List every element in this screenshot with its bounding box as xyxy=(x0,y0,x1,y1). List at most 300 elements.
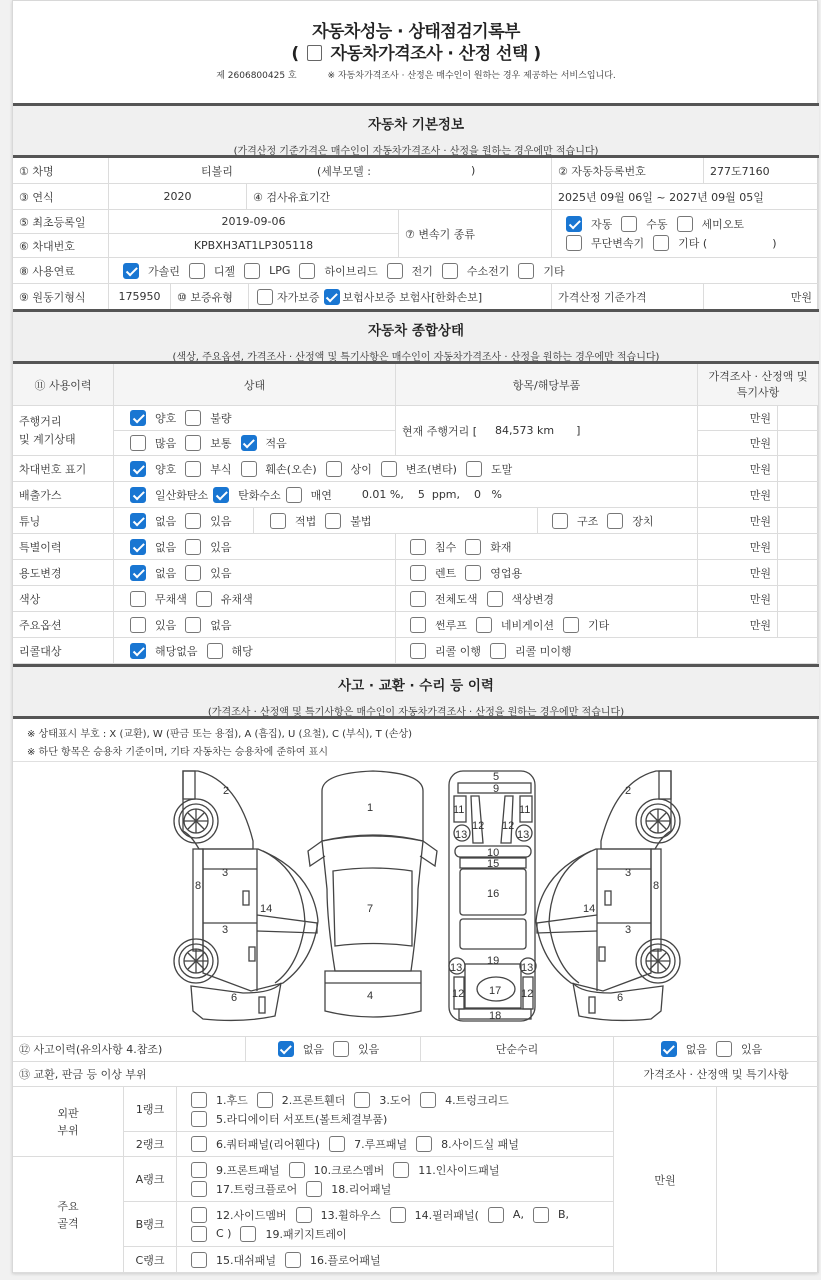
rank-b-label: B랭크 xyxy=(124,1202,177,1247)
tuning-label: 튜닝 xyxy=(13,508,114,534)
price-unit: 만원 xyxy=(698,612,778,638)
svg-text:3: 3 xyxy=(625,924,632,936)
simple-repair-label: 단순수리 xyxy=(421,1037,614,1062)
checkbox-icon[interactable] xyxy=(207,643,223,659)
part-package-tray[interactable]: 19.패키지트레이 xyxy=(240,1226,346,1242)
checkbox-checked-icon[interactable] xyxy=(130,643,146,659)
special-history-yes[interactable]: 있음 xyxy=(185,539,231,555)
special-history-status xyxy=(114,534,396,560)
checkbox-icon[interactable] xyxy=(442,263,458,279)
car-diagram xyxy=(13,761,819,1036)
warranty-self[interactable]: 자가보증 xyxy=(257,289,320,305)
checkbox-icon[interactable] xyxy=(354,1092,370,1108)
checkbox-checked-icon[interactable] xyxy=(130,487,146,503)
basic-info-header xyxy=(13,103,819,158)
checkbox-checked-icon[interactable] xyxy=(213,487,229,503)
color-label: 색상 xyxy=(13,586,114,612)
svg-text:11: 11 xyxy=(453,804,465,816)
svg-text:1: 1 xyxy=(367,802,374,814)
vin-mark-altered[interactable]: 변조(변타) xyxy=(381,461,457,477)
checkbox-icon[interactable] xyxy=(329,1136,345,1152)
year-label: ③ 연식 xyxy=(13,184,109,210)
transmission-semi-auto[interactable]: 세미오토 xyxy=(677,216,745,232)
checkbox-icon[interactable] xyxy=(621,216,637,232)
emission-hc[interactable]: 탄화수소 xyxy=(213,487,281,503)
section-subtitle: (가격산정 기준가격은 매수인이 자동차가격조사 · 산정을 원하는 경우에만 적습니다) xyxy=(233,146,599,157)
tuning-none[interactable]: 없음 xyxy=(130,513,176,529)
usage-change-status xyxy=(114,560,396,586)
checkbox-checked-icon[interactable] xyxy=(130,539,146,555)
section-subtitle: (가격조사 · 산정액 및 특기사항은 매수인이 자동차가격조사 · 산정을 원하는 경우에만 적습니다) xyxy=(207,707,625,718)
checkbox-icon[interactable] xyxy=(285,1252,301,1268)
warranty-label: ⑩ 보증유형 xyxy=(171,284,249,310)
price-notes-cell xyxy=(778,431,819,456)
checkbox-checked-icon[interactable] xyxy=(566,216,582,232)
abnormal-parts-label: ⑬ 교환, 판금 등 이상 부위 xyxy=(13,1062,614,1087)
recall-status xyxy=(114,638,396,664)
mileage-label: 주행거리 및 계기상태 xyxy=(13,406,114,456)
svg-text:12: 12 xyxy=(452,988,465,1000)
usage-commercial[interactable]: 영업용 xyxy=(465,565,522,581)
price-unit: 만원 xyxy=(698,586,778,612)
checkbox-icon[interactable] xyxy=(185,617,201,633)
emission-co[interactable]: 일산화탄소 xyxy=(130,487,208,503)
accident-history-header xyxy=(13,664,819,719)
pillar-b[interactable]: B, xyxy=(533,1207,569,1223)
vin-mark-painted[interactable]: 도말 xyxy=(466,461,512,477)
checkbox-icon[interactable] xyxy=(191,1092,207,1108)
svg-text:13: 13 xyxy=(455,829,468,841)
checkbox-icon[interactable] xyxy=(185,461,201,477)
part-inside-panel[interactable]: 11.인사이드패널 xyxy=(393,1162,499,1178)
outer-panel-label: 외판 부위 xyxy=(13,1087,124,1157)
vin-mark-label: 차대번호 표기 xyxy=(13,456,114,482)
emission-smoke[interactable]: 매연 xyxy=(286,487,332,503)
mileage-condition-row xyxy=(114,406,396,431)
checkbox-icon[interactable] xyxy=(326,461,342,477)
svg-text:16: 16 xyxy=(487,888,500,900)
options-yes[interactable]: 있음 xyxy=(130,617,176,633)
warranty-options xyxy=(249,284,552,310)
vin-label: ⑥ 차대번호 xyxy=(13,234,109,258)
checkbox-icon[interactable] xyxy=(563,617,579,633)
price-unit: 만원 xyxy=(698,482,778,508)
checkbox-icon[interactable] xyxy=(488,1207,504,1223)
fuel-other[interactable]: 기타 xyxy=(518,263,564,279)
rank-2-items xyxy=(177,1132,614,1157)
svg-text:5: 5 xyxy=(493,771,500,783)
checkbox-icon[interactable] xyxy=(296,1207,312,1223)
rank-a-items xyxy=(177,1157,614,1202)
part-trunk-floor[interactable]: 17.트렁크플로어 xyxy=(191,1181,297,1197)
price-survey-checkbox[interactable] xyxy=(307,45,322,61)
svg-text:6: 6 xyxy=(617,992,624,1004)
usage-change-yes[interactable]: 있음 xyxy=(185,565,231,581)
vin: KPBXH3AT1LP305118 xyxy=(109,234,399,258)
price-unit: 만원 xyxy=(698,406,778,431)
special-history-items xyxy=(396,534,698,560)
rank-1-label: 1랭크 xyxy=(124,1087,177,1132)
fuel-gasoline[interactable]: 가솔린 xyxy=(123,263,180,279)
right-side-view xyxy=(536,771,680,1020)
part-radiator-support[interactable]: 5.라디에이터 서포트(볼트체결부품) xyxy=(191,1111,387,1127)
checkbox-icon[interactable] xyxy=(191,1226,207,1242)
checkbox-checked-icon[interactable] xyxy=(130,565,146,581)
mileage-bad[interactable]: 불량 xyxy=(185,410,231,426)
emission-label: 배출가스 xyxy=(13,482,114,508)
main-frame-label: 주요 골격 xyxy=(13,1157,124,1273)
part-dash-panel[interactable]: 15.대쉬패널 xyxy=(191,1252,276,1268)
tuning-legal[interactable]: 적법 xyxy=(270,513,316,529)
checkbox-icon[interactable] xyxy=(387,263,403,279)
color-chromatic[interactable]: 유채색 xyxy=(196,591,253,607)
base-price-label: 가격산정 기준가격 xyxy=(552,284,704,310)
vin-mark-corrosion[interactable]: 부식 xyxy=(185,461,231,477)
svg-text:11: 11 xyxy=(519,804,531,816)
transmission-options: 자동 수동 세미오토 무단변속기 기타 ( ) xyxy=(552,210,819,258)
option-navigation[interactable]: 네비게이션 xyxy=(476,617,554,633)
tuning-yes[interactable]: 있음 xyxy=(185,513,231,529)
checkbox-icon[interactable] xyxy=(191,1252,207,1268)
warranty-insurance[interactable]: 보험사보증 보험사[한화손보] xyxy=(324,289,483,305)
checkbox-icon[interactable] xyxy=(185,513,201,529)
checkbox-checked-icon[interactable] xyxy=(130,513,146,529)
color-full-paint[interactable]: 전체도색 xyxy=(410,591,478,607)
price-notes-cell xyxy=(778,534,819,560)
svg-text:19: 19 xyxy=(487,955,500,967)
checkbox-checked-icon[interactable] xyxy=(130,410,146,426)
inspection-record-document xyxy=(12,0,818,1273)
svg-text:14: 14 xyxy=(260,903,273,915)
svg-text:2: 2 xyxy=(625,785,632,797)
vin-mark-options xyxy=(114,456,698,482)
checkbox-icon[interactable] xyxy=(185,435,201,451)
service-notice: ※ 자동차가격조사 · 산정은 매수인이 원하는 경우 제공하는 서비스입니다. xyxy=(327,71,616,81)
options-none[interactable]: 없음 xyxy=(185,617,231,633)
mileage-normal[interactable]: 보통 xyxy=(185,435,231,451)
price-notes-cell xyxy=(778,456,819,482)
fuel-diesel[interactable]: 디젤 xyxy=(189,263,235,279)
rank-c-label: C랭크 xyxy=(124,1247,177,1273)
checkbox-icon[interactable] xyxy=(325,513,341,529)
option-other[interactable]: 기타 xyxy=(563,617,609,633)
part-floor-panel[interactable]: 16.플로어패널 xyxy=(285,1252,381,1268)
checkbox-icon[interactable] xyxy=(390,1207,406,1223)
svg-text:3: 3 xyxy=(222,867,229,879)
svg-text:10: 10 xyxy=(487,847,500,859)
car-name-label: ① 차명 xyxy=(13,158,109,184)
simple-repair-options xyxy=(614,1037,819,1062)
svg-text:8: 8 xyxy=(653,880,660,892)
checkbox-icon[interactable] xyxy=(189,263,205,279)
document-title-block xyxy=(13,1,819,104)
part-cross-member[interactable]: 10.크로스멤버 xyxy=(289,1162,385,1178)
vin-mark-damaged[interactable]: 훼손(오손) xyxy=(241,461,317,477)
checkbox-icon[interactable] xyxy=(653,235,669,251)
svg-text:4: 4 xyxy=(367,990,374,1002)
right-side-numbers xyxy=(583,785,659,1004)
first-reg-label: ⑤ 최초등록일 xyxy=(13,210,109,234)
tuning-illegal[interactable]: 불법 xyxy=(325,513,371,529)
checkbox-icon[interactable] xyxy=(393,1162,409,1178)
col-items: 항목/해당부품 xyxy=(396,364,698,406)
status-symbol-note: ※ 상태표시 부호 : X (교환), W (판금 또는 용접), A (흠집), U (요철), C (부식), T (손상) xyxy=(27,729,413,740)
svg-text:18: 18 xyxy=(489,1010,502,1022)
recall-not-done[interactable]: 리콜 미이행 xyxy=(490,643,572,659)
special-fire[interactable]: 화재 xyxy=(465,539,511,555)
checkbox-icon[interactable] xyxy=(270,513,286,529)
checkbox-icon[interactable] xyxy=(410,617,426,633)
svg-text:8: 8 xyxy=(195,880,202,892)
color-achromatic[interactable]: 무채색 xyxy=(130,591,187,607)
checkbox-icon[interactable] xyxy=(677,216,693,232)
checkbox-icon[interactable] xyxy=(130,591,146,607)
accident-label: ⑫ 사고이력(유의사항 4.참조) xyxy=(13,1037,246,1062)
svg-text:12: 12 xyxy=(472,820,485,832)
checkbox-icon[interactable] xyxy=(490,643,506,659)
part-door[interactable]: 3.도어 xyxy=(354,1092,411,1108)
recall-applicable[interactable]: 해당 xyxy=(207,643,253,659)
price-notes-cell xyxy=(778,482,819,508)
transmission-auto[interactable]: 자동 xyxy=(566,216,612,232)
transmission-cvt[interactable]: 무단변속기 xyxy=(566,235,644,251)
checkbox-icon[interactable] xyxy=(566,235,582,251)
price-unit: 만원 xyxy=(698,560,778,586)
part-roof-panel[interactable]: 7.루프패널 xyxy=(329,1136,407,1152)
svg-text:13: 13 xyxy=(517,829,530,841)
section-title: 자동차 기본정보 xyxy=(368,117,464,133)
checkbox-icon[interactable] xyxy=(257,289,273,305)
checkbox-icon[interactable] xyxy=(465,539,481,555)
checkbox-icon[interactable] xyxy=(410,565,426,581)
part-front-panel[interactable]: 9.프론트패널 xyxy=(191,1162,280,1178)
checkbox-icon[interactable] xyxy=(191,1162,207,1178)
fuel-electric[interactable]: 전기 xyxy=(387,263,433,279)
rank-1-items xyxy=(177,1087,614,1132)
first-reg-date: 2019-09-06 xyxy=(109,210,399,234)
tuning-status xyxy=(114,508,254,534)
part-pillar-panel[interactable]: 14.필러패널( xyxy=(390,1207,479,1223)
simple-repair-none[interactable]: 없음 xyxy=(661,1041,707,1057)
simple-repair-yes[interactable]: 있음 xyxy=(716,1041,762,1057)
part-wheel-house[interactable]: 13.휠하우스 xyxy=(296,1207,381,1223)
checkbox-icon[interactable] xyxy=(487,591,503,607)
checkbox-icon[interactable] xyxy=(244,263,260,279)
tuning-type xyxy=(538,508,698,534)
checkbox-icon[interactable] xyxy=(410,539,426,555)
checkbox-icon[interactable] xyxy=(286,487,302,503)
pillar-c[interactable]: C ) xyxy=(191,1226,231,1242)
svg-text:2: 2 xyxy=(223,785,230,797)
svg-text:3: 3 xyxy=(222,924,229,936)
rank-c-items xyxy=(177,1247,614,1273)
year: 2020 xyxy=(109,184,247,210)
svg-text:15: 15 xyxy=(487,858,500,870)
overall-status-header xyxy=(13,309,819,364)
checkbox-checked-icon[interactable] xyxy=(123,263,139,279)
checkbox-icon[interactable] xyxy=(257,1092,273,1108)
price-notes-cell xyxy=(778,406,819,431)
svg-text:14: 14 xyxy=(583,903,596,915)
col-price-notes: 가격조사 · 산정액 및 특기사항 xyxy=(698,364,819,406)
part-hood[interactable]: 1.후드 xyxy=(191,1092,248,1108)
main-options-label: 주요옵션 xyxy=(13,612,114,638)
checkbox-icon[interactable] xyxy=(185,539,201,555)
color-items xyxy=(396,586,698,612)
svg-text:3: 3 xyxy=(625,867,632,879)
checkbox-icon[interactable] xyxy=(191,1111,207,1127)
col-status: 상태 xyxy=(114,364,396,406)
engine-type: 175950 xyxy=(109,284,171,310)
checkbox-icon[interactable] xyxy=(381,461,397,477)
color-change[interactable]: 색상변경 xyxy=(487,591,555,607)
section-subtitle: (색상, 주요옵션, 가격조사 · 산정액 및 특기사항은 매수인이 자동차가격조사 · 산정을 원하는 경우에만 적습니다) xyxy=(172,352,660,363)
left-side-numbers xyxy=(195,785,272,1004)
fuel-hybrid[interactable]: 하이브리드 xyxy=(299,263,377,279)
fuel-lpg[interactable]: LPG xyxy=(244,263,290,279)
vin-mark-good[interactable]: 양호 xyxy=(130,461,176,477)
option-sunroof[interactable]: 썬루프 xyxy=(410,617,467,633)
price-notes-cell xyxy=(778,586,819,612)
checkbox-checked-icon[interactable] xyxy=(130,461,146,477)
checkbox-icon[interactable] xyxy=(196,591,212,607)
parts-price-notes xyxy=(717,1087,819,1273)
svg-text:12: 12 xyxy=(521,988,534,1000)
checkbox-icon[interactable] xyxy=(306,1181,322,1197)
checkbox-icon[interactable] xyxy=(130,435,146,451)
main-options-status xyxy=(114,612,396,638)
vin-mark-mismatch[interactable]: 상이 xyxy=(326,461,372,477)
checkbox-checked-icon[interactable] xyxy=(661,1041,677,1057)
col-usage-history: ⑪ 사용이력 xyxy=(13,364,114,406)
left-side-view xyxy=(174,771,318,1020)
transmission-label: ⑦ 변속기 종류 xyxy=(399,210,552,258)
part-trunk-lid[interactable]: 4.트렁크리드 xyxy=(420,1092,509,1108)
checkbox-checked-icon[interactable] xyxy=(324,289,340,305)
svg-text:13: 13 xyxy=(521,962,534,974)
checkbox-icon[interactable] xyxy=(185,565,201,581)
accident-yes[interactable]: 있음 xyxy=(333,1041,379,1057)
document-number: 제 2606800425 호 xyxy=(216,71,297,81)
usage-rent[interactable]: 렌트 xyxy=(410,565,456,581)
base-price-unit: 만원 xyxy=(704,284,819,310)
price-unit: 만원 xyxy=(698,431,778,456)
document-title: 자동차성능 · 상태점검기록부 xyxy=(312,22,520,42)
rank-b-items xyxy=(177,1202,614,1247)
recall-done[interactable]: 리콜 이행 xyxy=(410,643,481,659)
checkbox-icon[interactable] xyxy=(299,263,315,279)
passenger-car-note: ※ 하단 항목은 승용차 기준이며, 기타 자동차는 승용차에 준하여 표시 xyxy=(27,747,328,758)
checkbox-icon[interactable] xyxy=(240,1226,256,1242)
checkbox-icon[interactable] xyxy=(241,461,257,477)
part-front-fender[interactable]: 2.프론트휀더 xyxy=(257,1092,346,1108)
mileage-good[interactable]: 양호 xyxy=(130,410,176,426)
svg-text:7: 7 xyxy=(367,903,374,915)
price-notes-cell xyxy=(778,612,819,638)
section-title: 사고 · 교환 · 수리 등 이력 xyxy=(338,678,494,694)
price-unit: 만원 xyxy=(698,508,778,534)
usage-change-items xyxy=(396,560,698,586)
inspection-label: ④ 검사유효기간 xyxy=(247,184,552,210)
tuning-legality xyxy=(254,508,538,534)
recall-not-applicable[interactable]: 해당없음 xyxy=(130,643,198,659)
usage-change-label: 용도변경 xyxy=(13,560,114,586)
special-history-none[interactable]: 없음 xyxy=(130,539,176,555)
checkbox-icon[interactable] xyxy=(191,1136,207,1152)
checkbox-icon[interactable] xyxy=(716,1041,732,1057)
top-view-numbers xyxy=(367,802,373,1002)
transmission-other[interactable]: 기타 ( xyxy=(653,235,707,251)
checkbox-icon[interactable] xyxy=(476,617,492,633)
price-survey-title: ( 자동차가격조사 · 산정 선택 ) xyxy=(291,44,541,64)
tuning-device[interactable]: 장치 xyxy=(607,513,653,529)
section-title: 자동차 종합상태 xyxy=(368,323,464,339)
checkbox-icon[interactable] xyxy=(607,513,623,529)
checkbox-checked-icon[interactable] xyxy=(278,1041,294,1057)
mileage-value: 84,573 km xyxy=(495,424,555,437)
accident-options xyxy=(246,1037,421,1062)
car-body-diagram-svg xyxy=(13,761,819,1036)
fuel-options xyxy=(109,258,819,284)
part-side-sill[interactable]: 8.사이드실 패널 xyxy=(416,1136,519,1152)
checkbox-icon[interactable] xyxy=(420,1092,436,1108)
recall-items xyxy=(396,638,819,664)
checkbox-icon[interactable] xyxy=(191,1207,207,1223)
price-unit: 만원 xyxy=(698,456,778,482)
mileage-high[interactable]: 많음 xyxy=(130,435,176,451)
checkbox-icon[interactable] xyxy=(410,591,426,607)
rank-a-label: A랭크 xyxy=(124,1157,177,1202)
mileage-low[interactable]: 적음 xyxy=(241,435,287,451)
checkbox-icon[interactable] xyxy=(185,410,201,426)
car-name: 티볼리 xyxy=(201,164,233,178)
checkbox-checked-icon[interactable] xyxy=(241,435,257,451)
part-rear-panel[interactable]: 18.리어패널 xyxy=(306,1181,391,1197)
special-history-label: 특별이력 xyxy=(13,534,114,560)
car-name-cell xyxy=(109,158,552,184)
part-quarter-panel[interactable]: 6.쿼터패널(리어휀다) xyxy=(191,1136,320,1152)
emission-values: 0.01 %, 5 ppm, 0 % xyxy=(361,488,502,501)
checkbox-icon[interactable] xyxy=(191,1181,207,1197)
checkbox-icon[interactable] xyxy=(416,1136,432,1152)
pillar-a[interactable]: A, xyxy=(488,1207,524,1223)
checkbox-icon[interactable] xyxy=(552,513,568,529)
reg-no-label: ② 자동차등록번호 xyxy=(552,158,704,184)
checkbox-icon[interactable] xyxy=(465,565,481,581)
transmission-manual[interactable]: 수동 xyxy=(621,216,667,232)
fuel-hydrogen[interactable]: 수소전기 xyxy=(442,263,510,279)
svg-text:17: 17 xyxy=(489,985,502,997)
tuning-structure[interactable]: 구조 xyxy=(552,513,598,529)
part-side-member[interactable]: 12.사이드멤버 xyxy=(191,1207,287,1223)
checkbox-icon[interactable] xyxy=(410,643,426,659)
checkbox-icon[interactable] xyxy=(533,1207,549,1223)
usage-change-none[interactable]: 없음 xyxy=(130,565,176,581)
checkbox-icon[interactable] xyxy=(518,263,534,279)
checkbox-icon[interactable] xyxy=(289,1162,305,1178)
accident-none[interactable]: 없음 xyxy=(278,1041,324,1057)
rank-2-label: 2랭크 xyxy=(124,1132,177,1157)
checkbox-icon[interactable] xyxy=(333,1041,349,1057)
checkbox-icon[interactable] xyxy=(130,617,146,633)
price-notes-cell xyxy=(778,508,819,534)
svg-text:9: 9 xyxy=(493,783,500,795)
price-notes-label: 가격조사 · 산정액 및 특기사항 xyxy=(614,1062,819,1087)
parts-price-unit: 만원 xyxy=(614,1087,717,1273)
special-flood[interactable]: 침수 xyxy=(410,539,456,555)
emission-options xyxy=(114,482,698,508)
checkbox-icon[interactable] xyxy=(466,461,482,477)
